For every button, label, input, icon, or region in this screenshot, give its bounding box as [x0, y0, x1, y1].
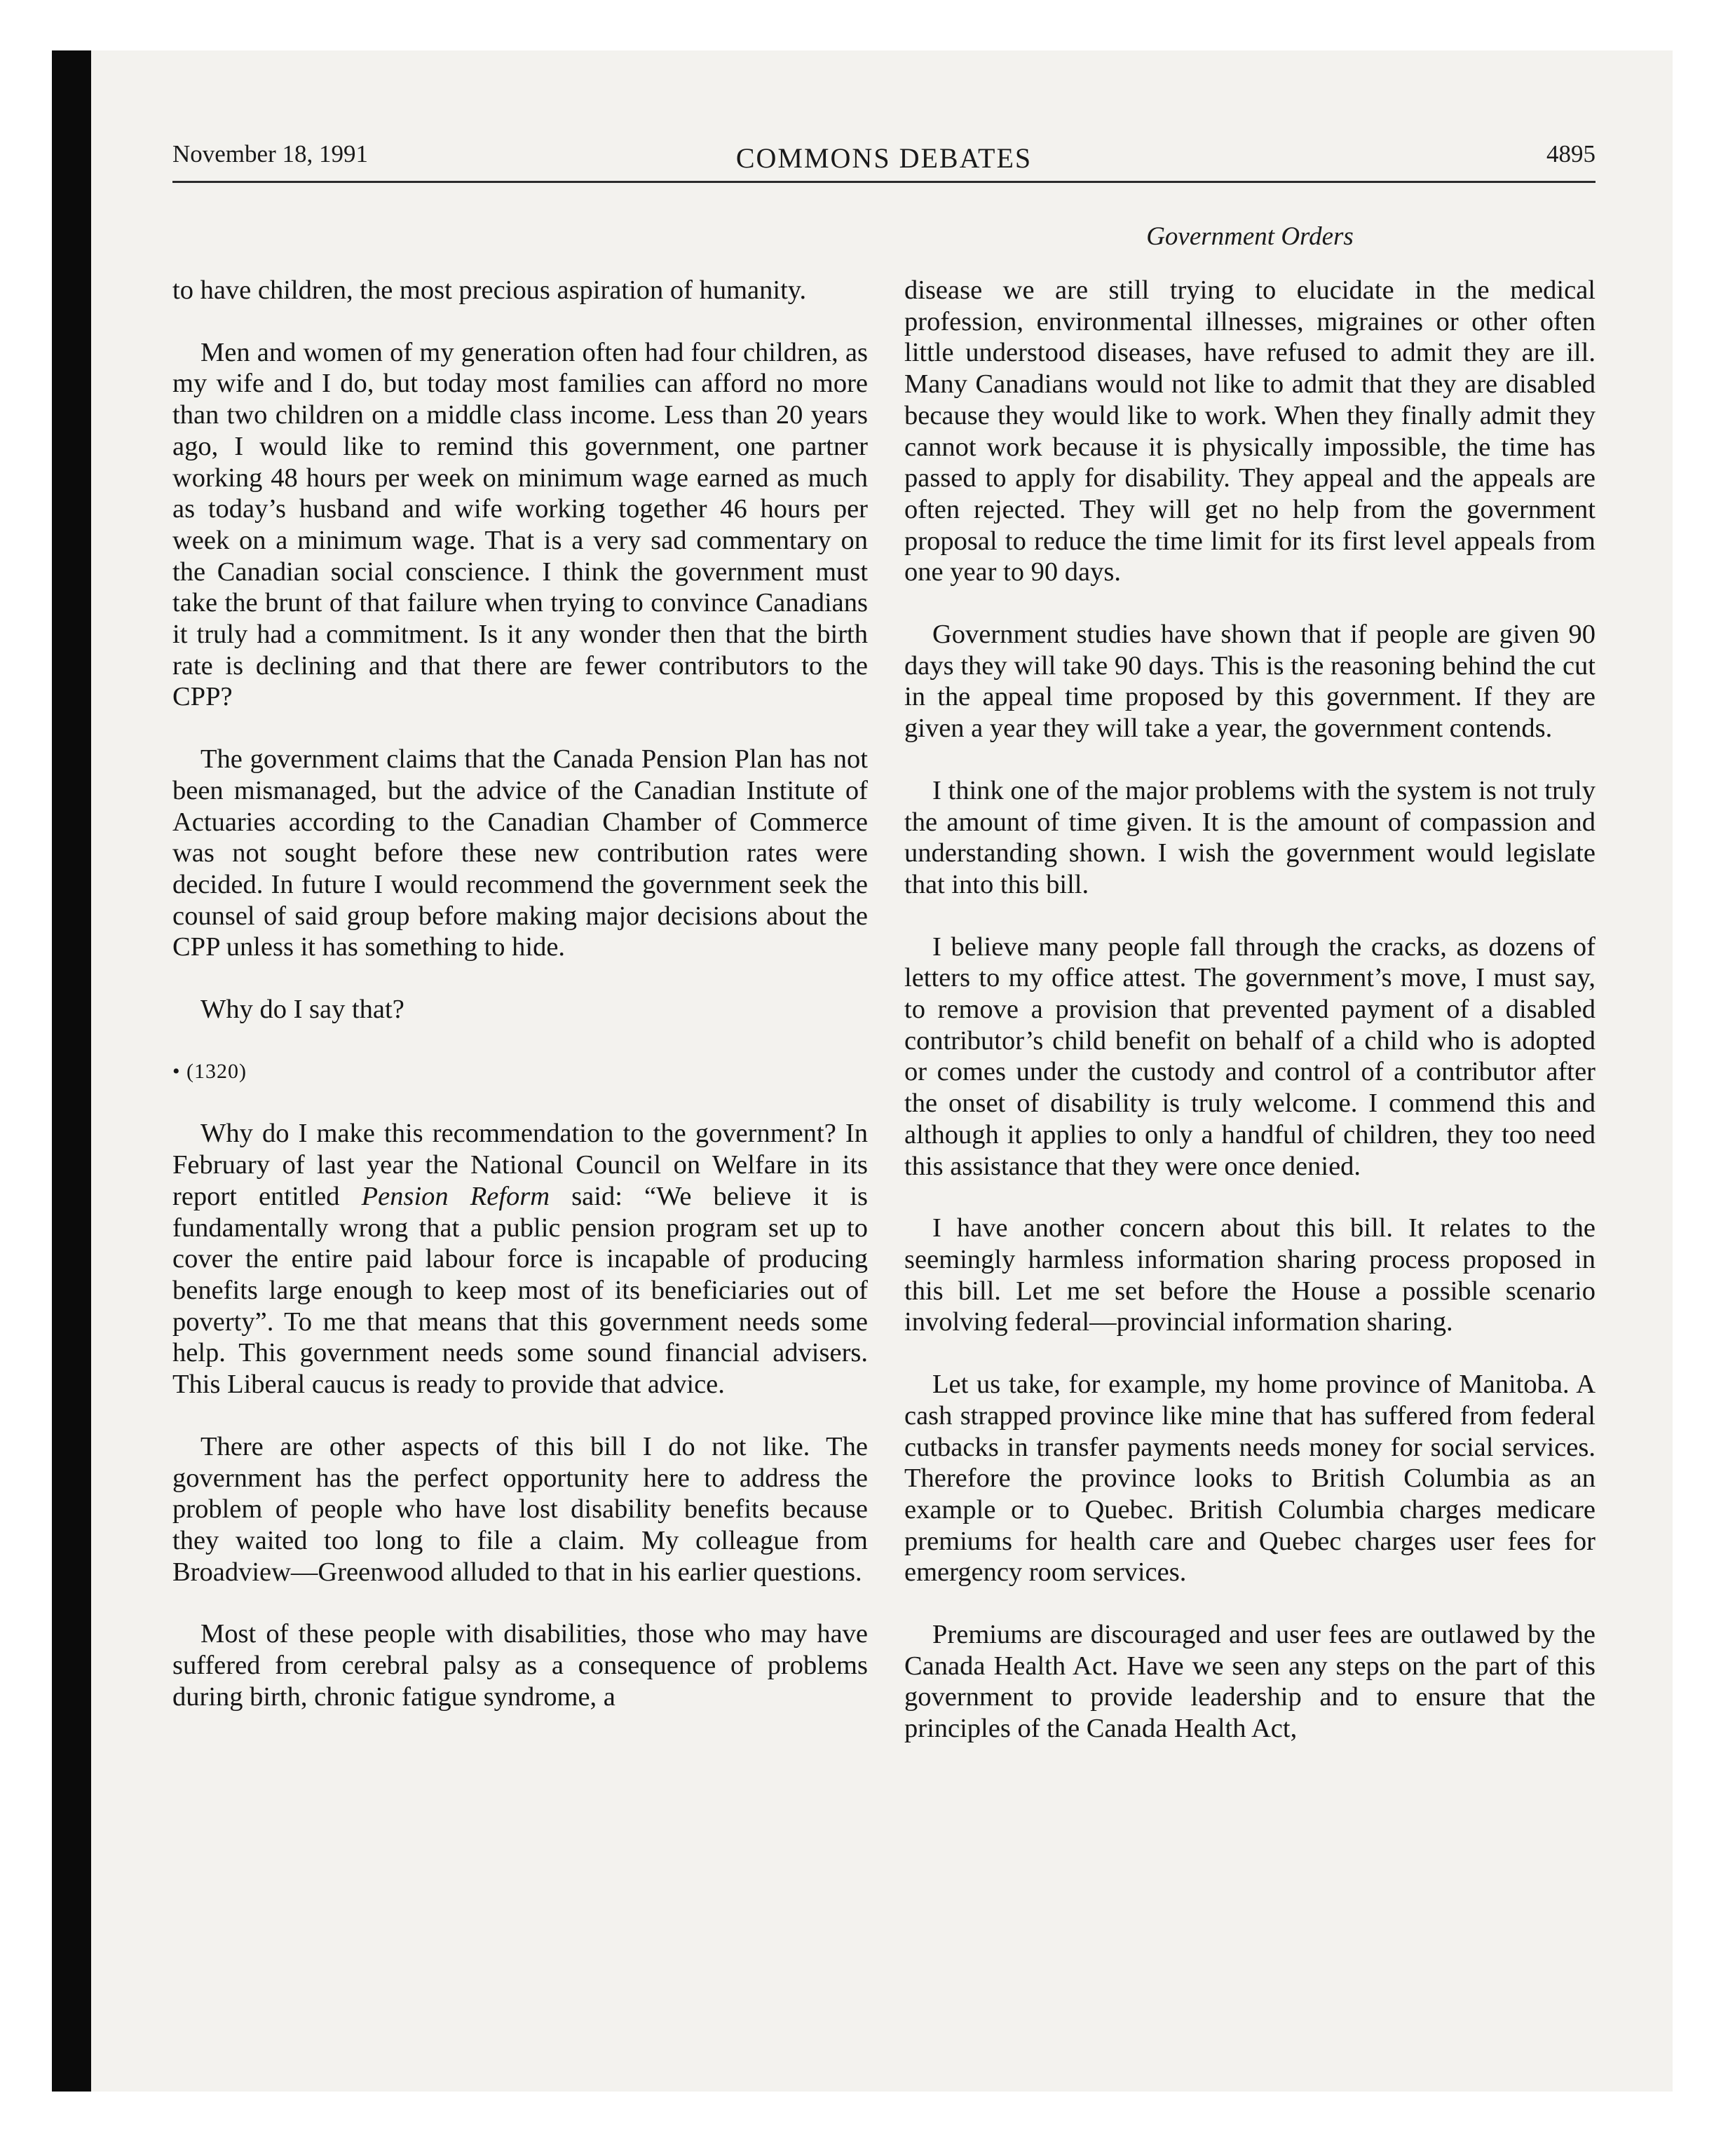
paragraph: I believe many people fall through the cracks, as dozens of letters to my office attest. The government’s move, I must say, to remove a provision that prevented payment of a disabled contributor’s child benefit on behalf of a child who is adopted or comes under the custody and control of a contributor after the onset of disability is truly welcome. I commend this and although it applies to only a handful of children, they too need this assistance that they were once denied. — [904, 932, 1595, 1181]
paragraph — [172, 1118, 868, 1400]
header-page-number: 4895 — [1546, 140, 1595, 168]
header-publication-title: COMMONS DEBATES — [735, 142, 1033, 174]
paragraph: Why do I say that? — [200, 995, 404, 1025]
header-date: November 18, 1991 — [172, 140, 368, 168]
paragraph: Let us take, for example, my home province of Manitoba. A cash strapped province like mine that has suffered from federal cutbacks in transfer payments needs money for social services. Therefore the province looks to British Columbia as an example or to Quebec. British Columbia charges medicare premiums for health care and Quebec charges user fees for emergency room services. — [904, 1370, 1595, 1588]
time-marker — [172, 1056, 868, 1088]
bullet-icon: • — [172, 1059, 181, 1083]
report-title: Pension Reform — [361, 1181, 550, 1211]
paragraph: Premiums are discouraged and user fees are outlawed by the Canada Health Act. Have we seen any steps on the part of this government to provide leadership and to ensure that the principles of the Canada Health Act, — [904, 1620, 1595, 1744]
paragraph: to have children, the most precious aspiration of humanity. — [172, 275, 807, 305]
header-rule — [172, 181, 1595, 183]
paragraph: I think one of the major problems with the system is not truly the amount of time given. It is the amount of compassion and understanding shown. I wish the government would legislate that into this bill. — [904, 775, 1595, 899]
time-marker-text: (1320) — [186, 1059, 247, 1083]
paragraph: Men and women of my generation often had four children, as my wife and I do, but today most families can afford no more than two children on a middle class income. Less than 20 years ago, I would like to remind this government, one partner working 48 hours per week on minimum wage earned as much as today’s husband and wife working together 46 hours per week on a minimum wage. That is a very sad commentary on the Canadian social conscience. I think the government must take the brunt of that failure when trying to convince Canadians it truly had a commitment. Is it any wonder then that the birth rate is declining and that there are fewer contributors to the CPP? — [172, 337, 868, 712]
scan-binding-edge — [52, 50, 91, 2092]
paragraph: The government claims that the Canada Pension Plan has not been mismanaged, but the advice of the Canadian Institute of Actuaries according to the Canadian Chamber of Commerce was not sought before these new contribution rates were decided. In future I would recommend the government seek the counsel of said group before making major decisions about the CPP unless it has something to hide. — [172, 744, 868, 962]
paragraph: Most of these people with disabilities, those who may have suffered from cerebral palsy as a consequence of problems during birth, chronic fatigue syndrome, a — [172, 1619, 868, 1712]
paragraph-text: said: “We believe it is fundamentally wrong that a public pension program set up to cover the entire paid labour force is incapable of producing benefits large enough to keep most of its beneficiaries out of poverty”. To me that means that this government needs some help. This government needs some sound financial advisers. This Liberal caucus is ready to provide that advice. — [172, 1181, 869, 1400]
page-header — [172, 140, 1595, 185]
section-heading: Government Orders — [1146, 222, 1354, 251]
right-column — [904, 275, 1595, 1775]
left-column — [172, 275, 868, 1743]
paragraph: I have another concern about this bill. It relates to the seemingly harmless information sharing process proposed in this bill. Let me set before the House a possible scenario involving federal—provincial information sharing. — [904, 1213, 1595, 1337]
paragraph: Government studies have shown that if people are given 90 days they will take 90 days. This is the reasoning behind the cut in the appeal time proposed by this government. If they are given a year they will take a year, the government contends. — [904, 620, 1595, 744]
paragraph: There are other aspects of this bill I do not like. The government has the perfect opportunity here to address the problem of people who have lost disability benefits because they waited too long to file a claim. My colleague from Broadview—Greenwood alluded to that in his earlier questions. — [172, 1431, 868, 1587]
paragraph-text: Why do I make this recommendation to the government? In February of last year the National Council on Welfare in its report entitled — [172, 1119, 868, 1211]
paragraph: disease we are still trying to elucidate in the medical profession, environmental illnesses, migraines or other often little understood diseases, have refused to admit they are ill. Many Canadians would not like to admit that they are disabled because they would like to work. When they finally admit they cannot work because it is physically impossible, the time has passed to apply for disability. They appeal and the appeals are often rejected. They will get no help from the government proposal to reduce the time limit for its first level appeals from one year to 90 days. — [904, 275, 1595, 587]
